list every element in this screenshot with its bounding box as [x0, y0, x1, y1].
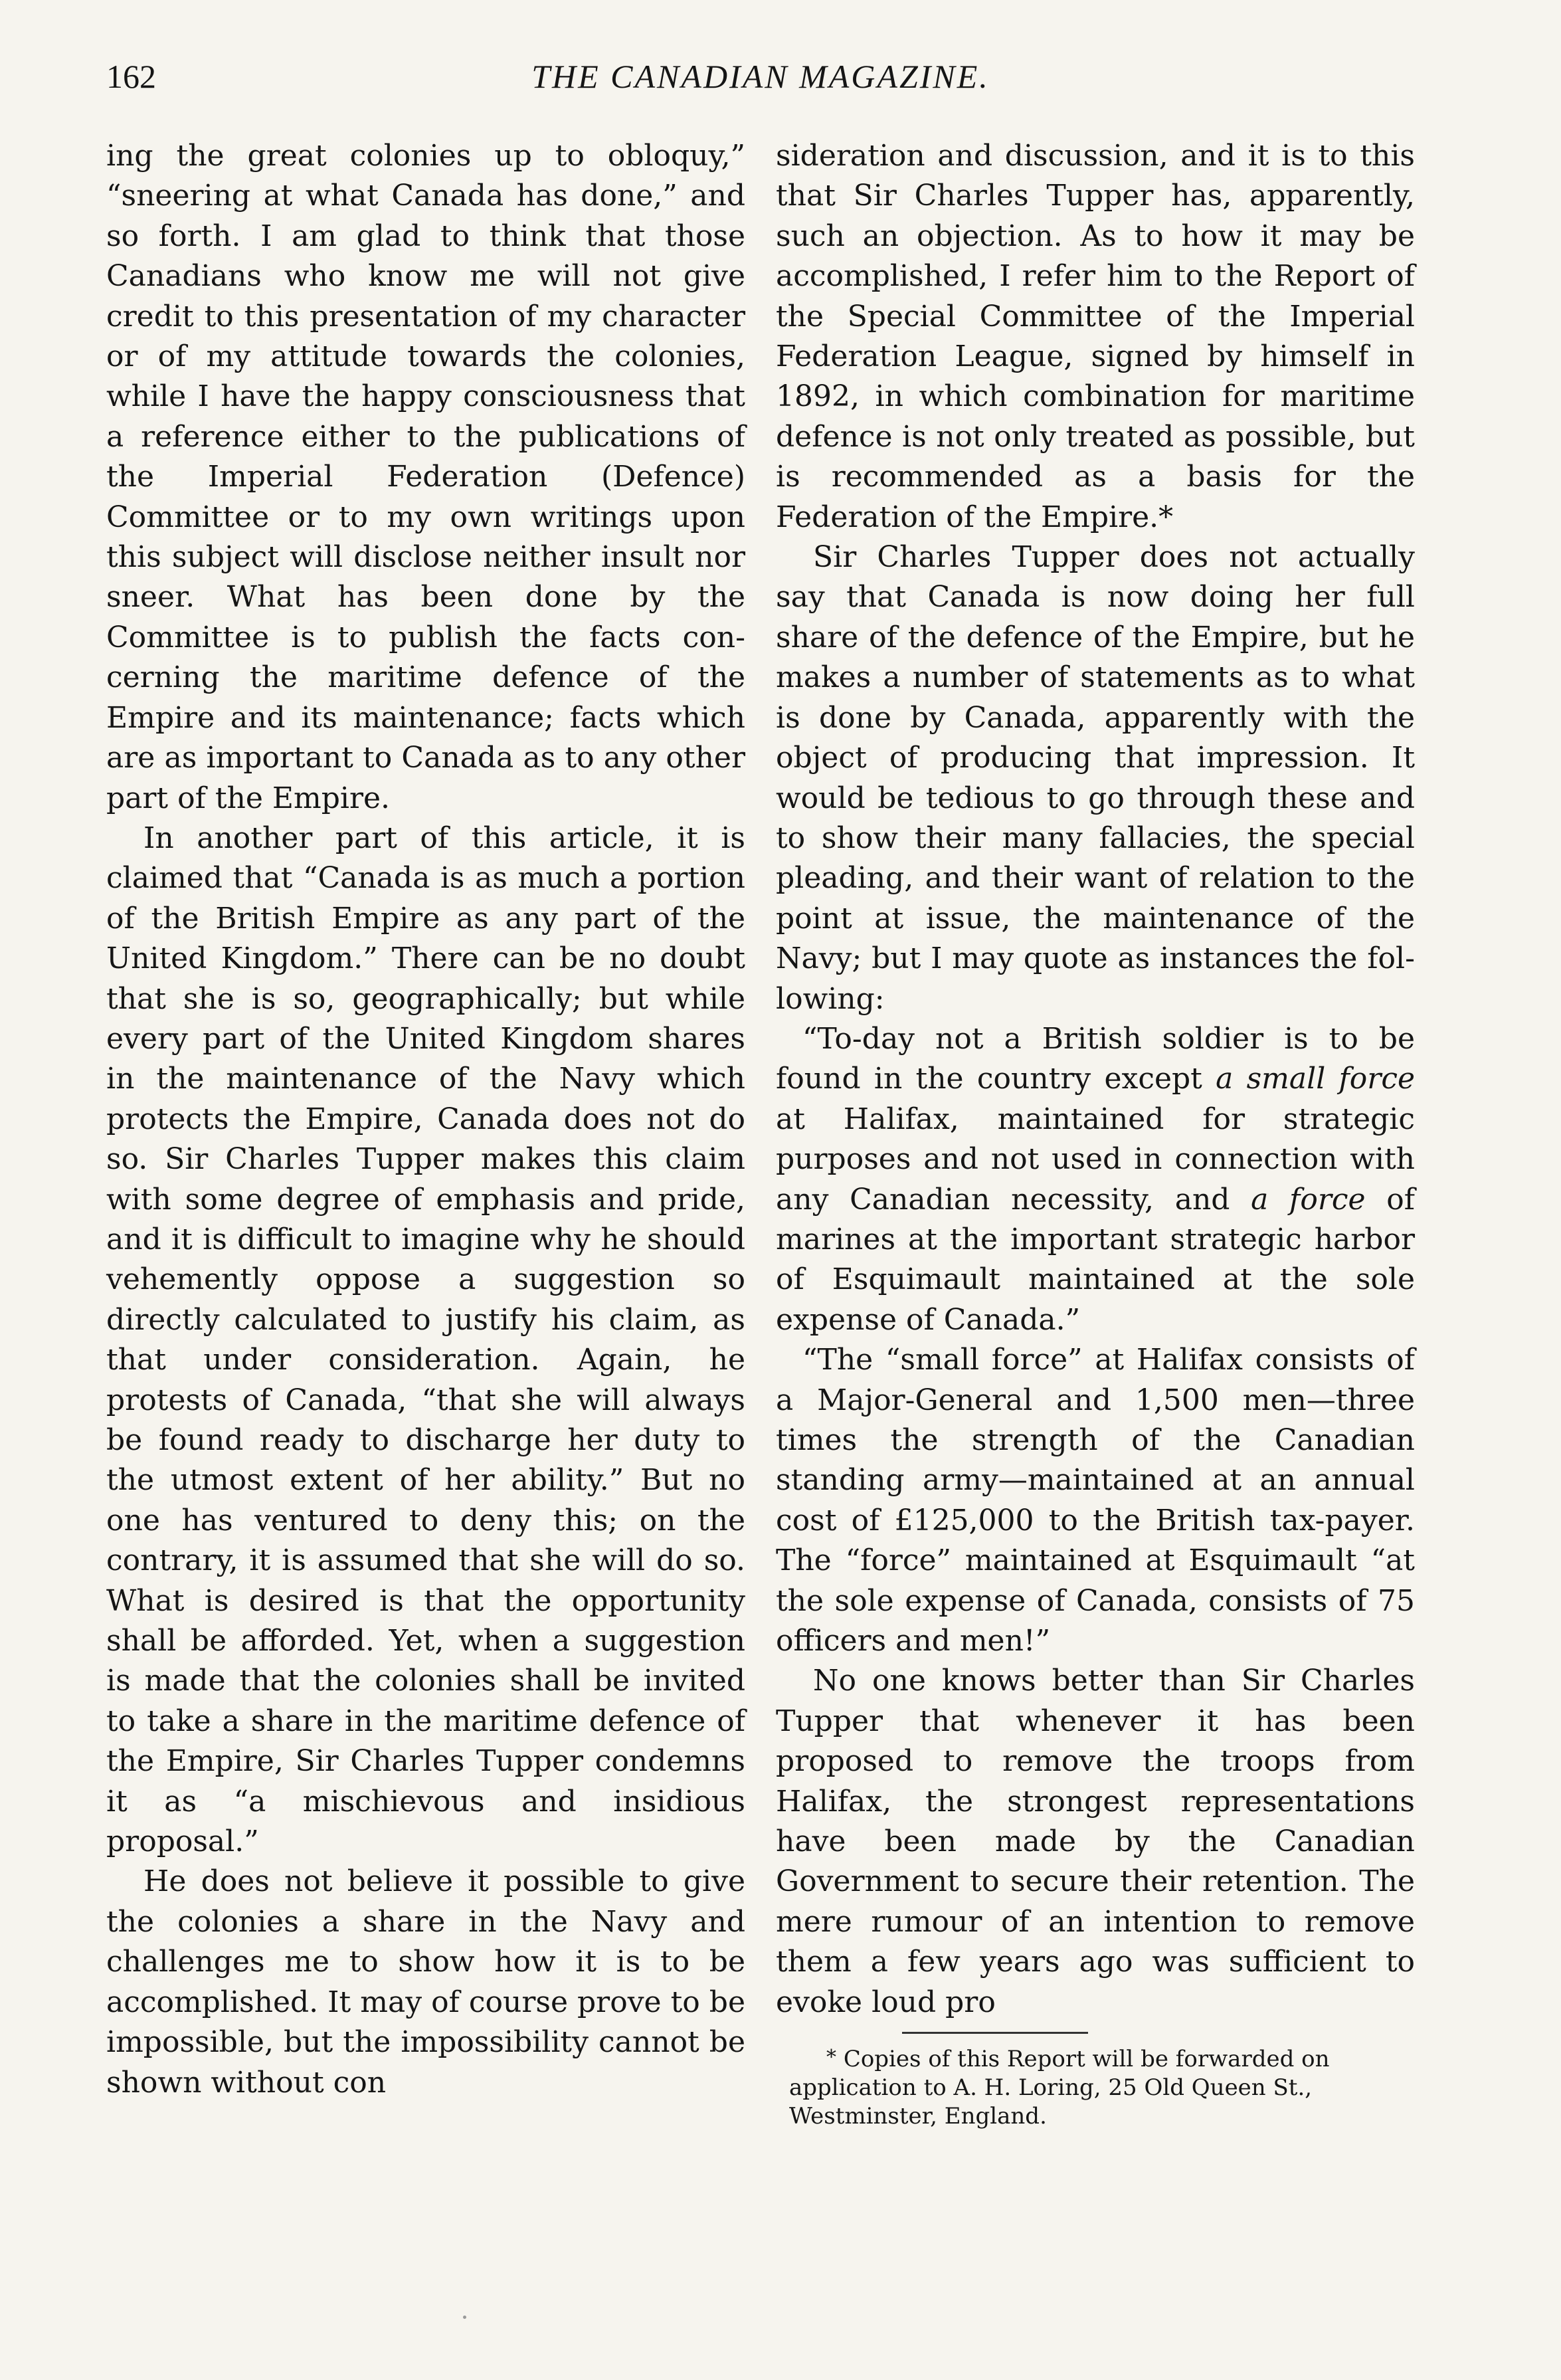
- footnote-text: Copies of this Report will be forwarded on application to A. H. Loring, 25 Old Queen St., Westminster, England.: [789, 2046, 1330, 2130]
- footnote-reference: *: [1158, 500, 1174, 534]
- emphasis: a small force: [1216, 1062, 1416, 1096]
- footnote: [776, 2043, 1415, 2131]
- running-title: THE CANADIAN MAGAZINE.: [531, 58, 990, 95]
- paragraph: [776, 136, 1415, 538]
- footnote-mark: *: [826, 2046, 836, 2070]
- paragraph: Sir Charles Tupper does not actually say that Canada is now doing her full share of the defence of the Empire, but he makes a number of statements as to what is done by Canada, apparently with the object of producing that impression. It would be tedious to go through these and to show their many fallacies, the special pleading, and their want of relation to the point at issue, the maintenance of the Navy; but I may quote as instances the following:: [776, 540, 1415, 1016]
- right-column: [776, 136, 1415, 2131]
- paragraph: No one knows better than Sir Charles Tupper that whenever it has been proposed to remove the troops from Halifax, the strongest representations have been made by the Canadian Government to secure their retention. The mere rumour of an intention to remove them a few years ago was sufficient to evoke loud pro: [776, 1664, 1415, 2019]
- print-speck: [463, 2316, 466, 2319]
- paragraph-text: sideration and discussion, and it is to this that Sir Charles Tupper has, apparently, such an objection. As to how it may be accomplished, I refer him to the Report of the Special Committee of the Imperial Federation League, signed by himself in 1892, in which combination for maritime defence is not only treated as possible, but is recommended as a basis for the Federation of the Empire.: [776, 139, 1415, 534]
- footnote-divider: [902, 2032, 1088, 2034]
- block-quote: “To-day not a British soldier is to be found in the country except a small force at Halifax, maintained for strategic purposes and not used in connection with any Canadian necessity, and a force of marines at the important strategic harbor of Esquimault maintained at the sole expense of Canada.”: [776, 1021, 1416, 1337]
- left-column: [106, 136, 745, 2103]
- block-quote: “The “small force” at Halifax consists of a Major-General and 1,500 men—three times the strength of the Canadian standing army—maintained at an annual cost of £125,000 to the British tax-payer. The “force” maintained at Esquimault “at the sole expense of Canada, consists of 75 officers and men!”: [776, 1343, 1415, 1658]
- emphasis: a force: [1251, 1182, 1366, 1217]
- paragraph: In another part of this article, it is claimed that “Canada is as much a portion of the British Empire as any part of the United Kingdom.” There can be no doubt that she is so, geographically; but while every part of the United Kingdom shares in the maintenance of the Navy which protects the Empire, Canada does not do so. Sir Charles Tupper makes this claim with some degree of emphasis and pride, and it is difficult to imagine why he should vehemently oppose a suggestion so directly calculated to justify his claim, as that under consideration. Again, he protests of Canada, “that she will always be found ready to discharge her duty to the utmost extent of her ability.” But no one has ventured to deny this; on the contrary, it is assumed that she will do so. What is desired is that the opportunity shall be afforded. Yet, when a suggestion is made that the colonies shall be invited to take a share in the maritime defence of the Empire, Sir Charles Tupper condemns it as “a mischievous and insidious proposal.”: [106, 821, 745, 1859]
- paragraph: He does not believe it possible to give the colonies a share in the Navy and challenges me to show how it is to be accomplished. It may of course prove to be impossible, but the impossibility cannot be shown without con: [106, 1864, 745, 2100]
- page-header: [106, 57, 1415, 110]
- page-number: 162: [106, 58, 156, 95]
- paragraph: ing the great colonies up to obloquy,” “sneering at what Canada has done,” and so forth. I am glad to think that those Canadians who know me will not give credit to this presentation of my character or of my attitude towards the colonies, while I have the happy consciousness that a reference either to the publications of the Imperial Federation (Defence) Committee or to my own writings upon this subject will disclose neither insult nor sneer. What has been done by the Committee is to publish the facts concerning the maritime defence of the Empire and its maintenance; facts which are as important to Canada as to any other part of the Empire.: [106, 139, 745, 815]
